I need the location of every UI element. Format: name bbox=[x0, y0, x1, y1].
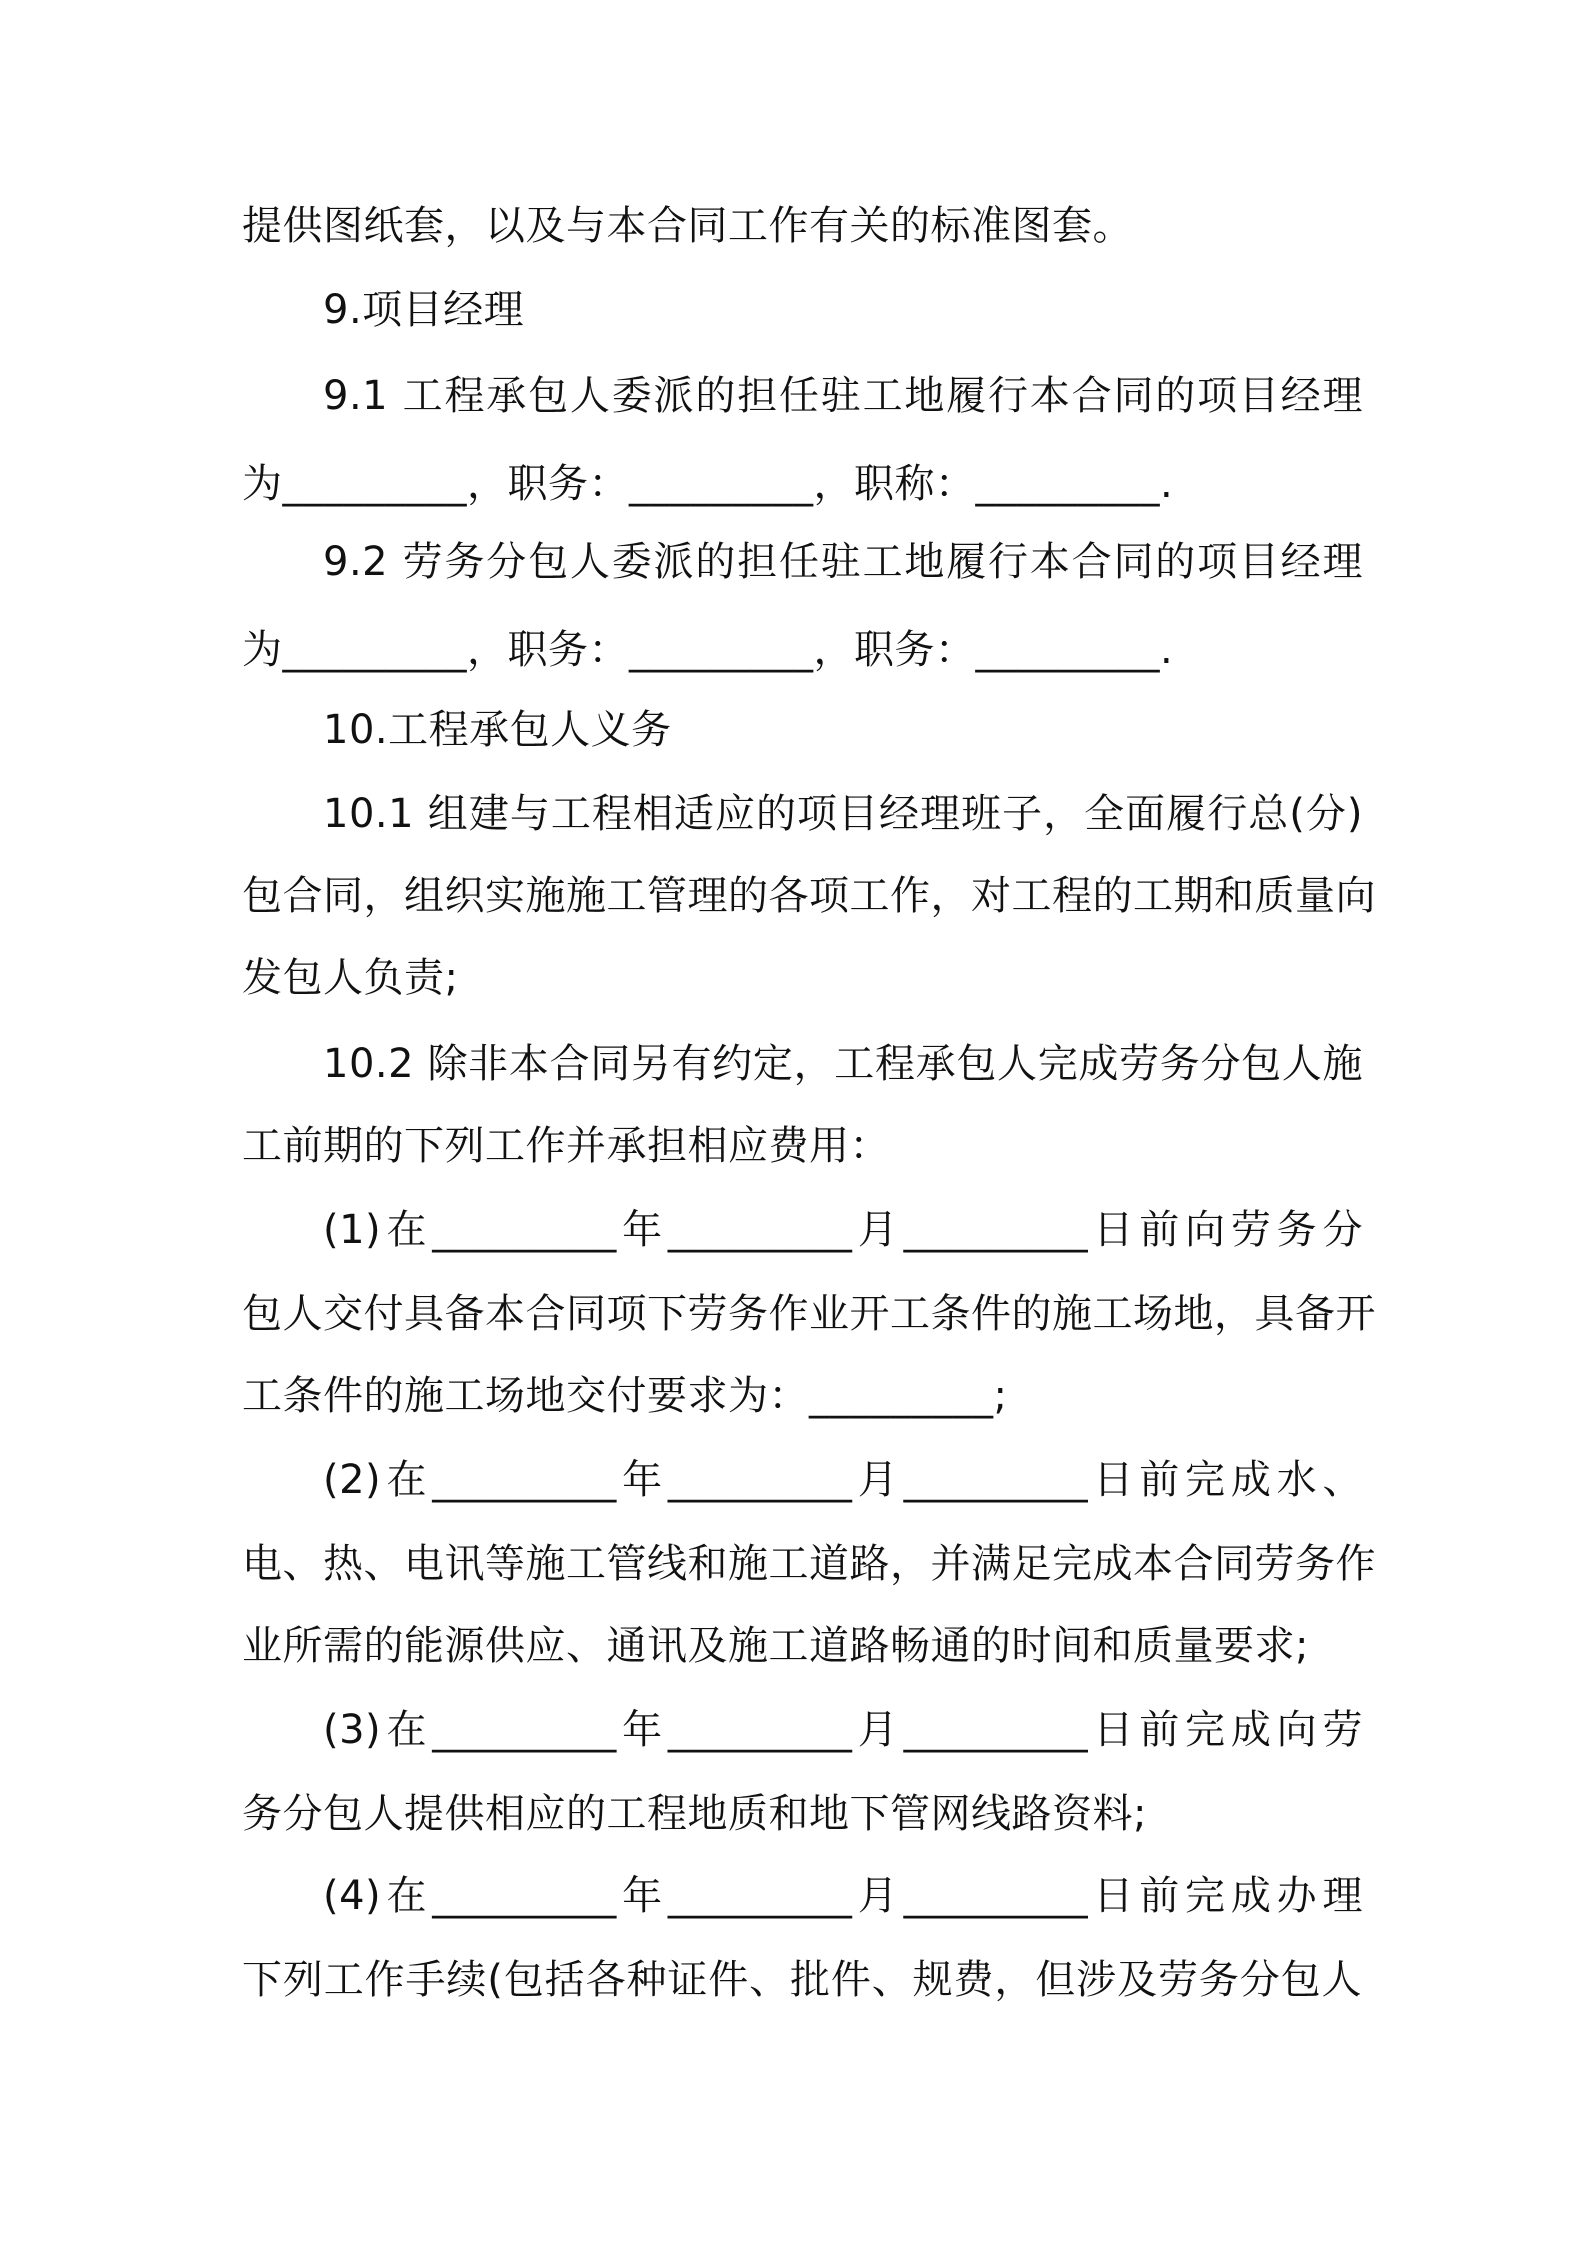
text-line: (1)在_________年_________月_________日前向劳务分 bbox=[323, 1207, 1363, 1253]
text-line: 10.2 除非本合同另有约定，工程承包人完成劳务分包人施 bbox=[323, 1041, 1363, 1087]
text-line: 9.1 工程承包人委派的担任驻工地履行本合同的项目经理 bbox=[323, 373, 1363, 419]
text-line: 电、热、电讯等施工管线和施工道路，并满足完成本合同劳务作 bbox=[242, 1541, 1376, 1587]
text-line: 提供图纸套，以及与本合同工作有关的标准图套。 bbox=[242, 203, 1133, 249]
text-line: 9.2 劳务分包人委派的担任驻工地履行本合同的项目经理 bbox=[323, 539, 1363, 585]
text-line: 包人交付具备本合同项下劳务作业开工条件的施工场地，具备开 bbox=[242, 1291, 1376, 1337]
text-line: (2)在_________年_________月_________日前完成水、 bbox=[323, 1457, 1363, 1503]
text-line: (3)在_________年_________月_________日前完成向劳 bbox=[323, 1707, 1363, 1753]
text-line: (4)在_________年_________月_________日前完成办理 bbox=[323, 1873, 1363, 1919]
text-line: 业所需的能源供应、通讯及施工道路畅通的时间和质量要求; bbox=[242, 1623, 1309, 1669]
section-heading-10: 10.工程承包人义务 bbox=[323, 707, 672, 753]
text-line: 包合同，组织实施施工管理的各项工作，对工程的工期和质量向 bbox=[242, 873, 1376, 919]
text-line: 10.1 组建与工程相适应的项目经理班子，全面履行总(分) bbox=[323, 791, 1363, 837]
text-line: 为_________，职务：_________，职务：_________. bbox=[242, 627, 1174, 673]
text-line: 下列工作手续(包括各种证件、批件、规费，但涉及劳务分包人 bbox=[242, 1957, 1362, 2003]
text-line: 工前期的下列工作并承担相应费用： bbox=[242, 1123, 890, 1169]
text-line: 务分包人提供相应的工程地质和地下管网线路资料; bbox=[242, 1791, 1147, 1837]
text-line: 发包人负责; bbox=[242, 955, 459, 1001]
section-heading-9: 9.项目经理 bbox=[323, 287, 525, 333]
text-line: 为_________，职务：_________，职称：_________. bbox=[242, 461, 1174, 507]
text-line: 工条件的施工场地交付要求为：_________; bbox=[242, 1373, 1008, 1419]
